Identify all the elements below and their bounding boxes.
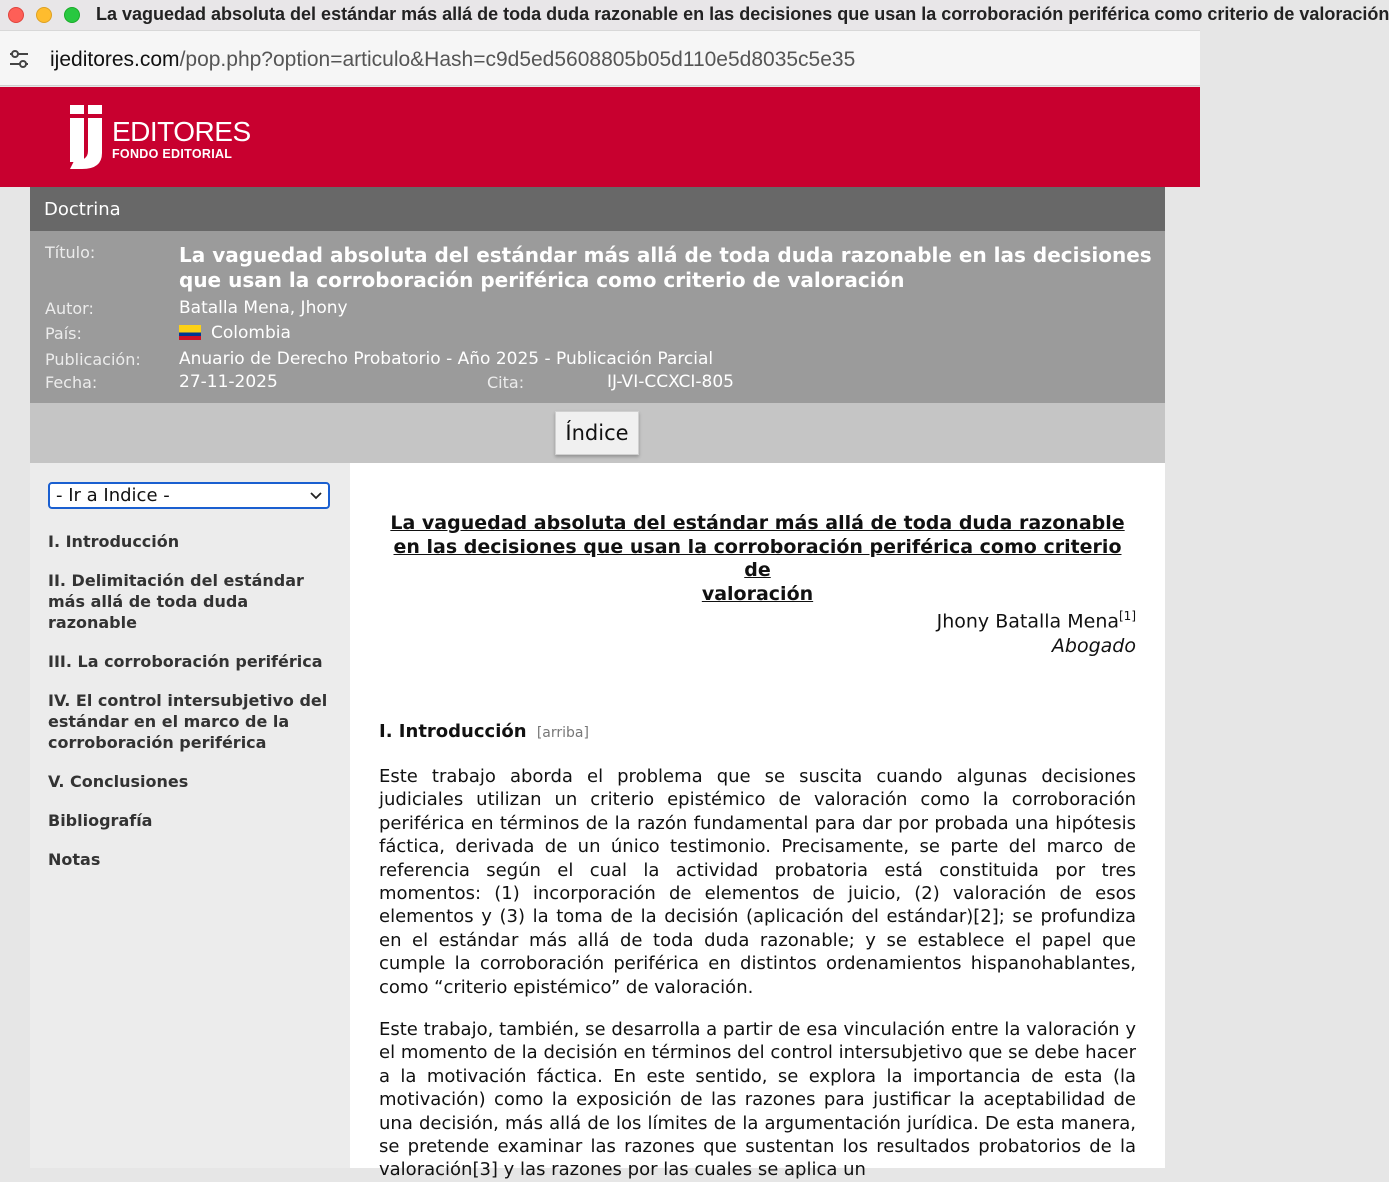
window-title: La vaguedad absoluta del estándar más allá de toda duda razonable en las decisiones que usan la corroboración periférica como criterio de valoración [96,4,1389,24]
article-title-line: valoración [701,582,814,605]
author-value: Batalla Mena, Jhony [179,298,348,318]
author-role: Abogado [1051,635,1136,657]
toc-item-introduccion[interactable]: I. Introducción [48,532,180,551]
ij-logo-icon [66,103,110,171]
author-label: Autor: [45,299,94,318]
site-logo[interactable] [66,103,256,173]
url-field[interactable] [50,48,855,72]
back-to-top-link[interactable]: [arriba] [536,725,589,741]
index-select-value: - Ir a Indice - [56,485,170,506]
author-name: Jhony Batalla Mena [936,610,1119,633]
section-heading [379,721,589,742]
toc-item-bibliografia[interactable]: Bibliografía [48,811,153,830]
url-path: /pop.php?option=articulo&Hash=c9d5ed5608805b05d110e5d8035c5e35 [179,48,856,71]
toc-item-notas[interactable]: Notas [48,850,101,869]
title-value: La vaguedad absoluta del estándar más allá de toda duda razonable en las decisiones que usan la corroboración periférica como criterio de valoración [179,243,1152,292]
close-window-button[interactable] [8,7,24,23]
minimize-window-button[interactable] [36,7,52,23]
colombia-flag-icon [179,325,201,340]
cita-value: IJ-VI-CCXCI-805 [607,372,734,392]
chevron-down-icon [310,489,322,501]
footnote-link[interactable]: [1] [1119,609,1136,623]
date-value: 27-11-2025 [179,372,278,392]
country-name: Colombia [211,323,291,343]
logo-fondo-editorial: FONDO EDITORIAL [112,147,233,161]
publication-value: Anuario de Derecho Probatorio - Año 2025 - Publicación Parcial [179,349,714,369]
article-title-line: La vaguedad absoluta del estándar más allá de toda duda razonable [390,512,1125,534]
site-header [0,87,1200,187]
zoom-window-button[interactable] [64,7,80,23]
index-button[interactable]: Índice [555,411,639,455]
article-author [937,609,1136,632]
paragraph: Este trabajo aborda el problema que se suscita cuando algunas decisiones judiciales utilizan un criterio epistémico de valoración como la corroboración periférica en términos de la razón fundamental para dar por probada una hipótesis fáctica, derivada de un único testimonio. Precisamente, se parte del marco de referencia según el cual la actividad probatoria está constituida por tres momentos: (1) incorporación de elementos de juicio, (2) valoración de esos elementos y (3) la toma de la decisión (aplicación del estándar)[2]; se profundiza en el estándar más allá de toda duda razonable; y se establece el papel que cumple la corroboración periférica en distintos ordenamientos hispanohablantes, como “criterio epistémico” de valoración. [379,766,1136,998]
date-label: Fecha: [45,373,98,392]
article-metadata [30,231,1165,403]
index-band [30,403,1165,463]
address-bar [0,30,1200,86]
cita-label: Cita: [487,373,525,392]
window-title-bar [0,0,1389,30]
article-content [350,463,1165,1181]
toc-item-delimitacion[interactable]: II. Delimitación del estándar más allá de toda duda razonable [48,571,304,632]
section-heading-text: I. Introducción [379,721,527,742]
logo-text [112,117,251,161]
sidebar [30,463,350,1168]
toc-item-corroboracion[interactable]: III. La corroboración periférica [48,652,323,671]
country-value [179,323,291,343]
article-title [390,512,1125,606]
table-of-contents [48,531,338,870]
toc-item-conclusiones[interactable]: V. Conclusiones [48,772,189,791]
title-label: Título: [45,243,96,262]
section-bar: Doctrina [30,187,1165,231]
logo-editores: EDITORES [112,116,251,147]
article-title-line: en las decisiones que usan la corroboración periférica como criterio de [393,535,1122,581]
toc-item-control-intersubjetivo[interactable]: IV. El control intersubjetivo del estándar en el marco de la corroboración periférica [48,691,328,752]
publication-label: Publicación: [45,350,141,369]
country-label: País: [45,324,82,343]
paragraph: Este trabajo, también, se desarrolla a partir de esa vinculación entre la valoración y el momento de la decisión en términos del control intersubjetivo que se debe hacer a la motivación fáctica. En este sentido, se explora la importancia de esta (la motivación) como la exposición de las razones para justificar la aceptabilidad de una decisión, más allá de los límites de la argumentación jurídica. De esta manera, se pretende examinar las razones que sustentan los resultados probatorios de la valoración[3] y las razones por las cuales se aplica un [379,1019,1136,1181]
index-select[interactable] [48,482,330,509]
url-domain: ijeditores.com [50,48,180,71]
tune-icon[interactable] [8,49,30,69]
